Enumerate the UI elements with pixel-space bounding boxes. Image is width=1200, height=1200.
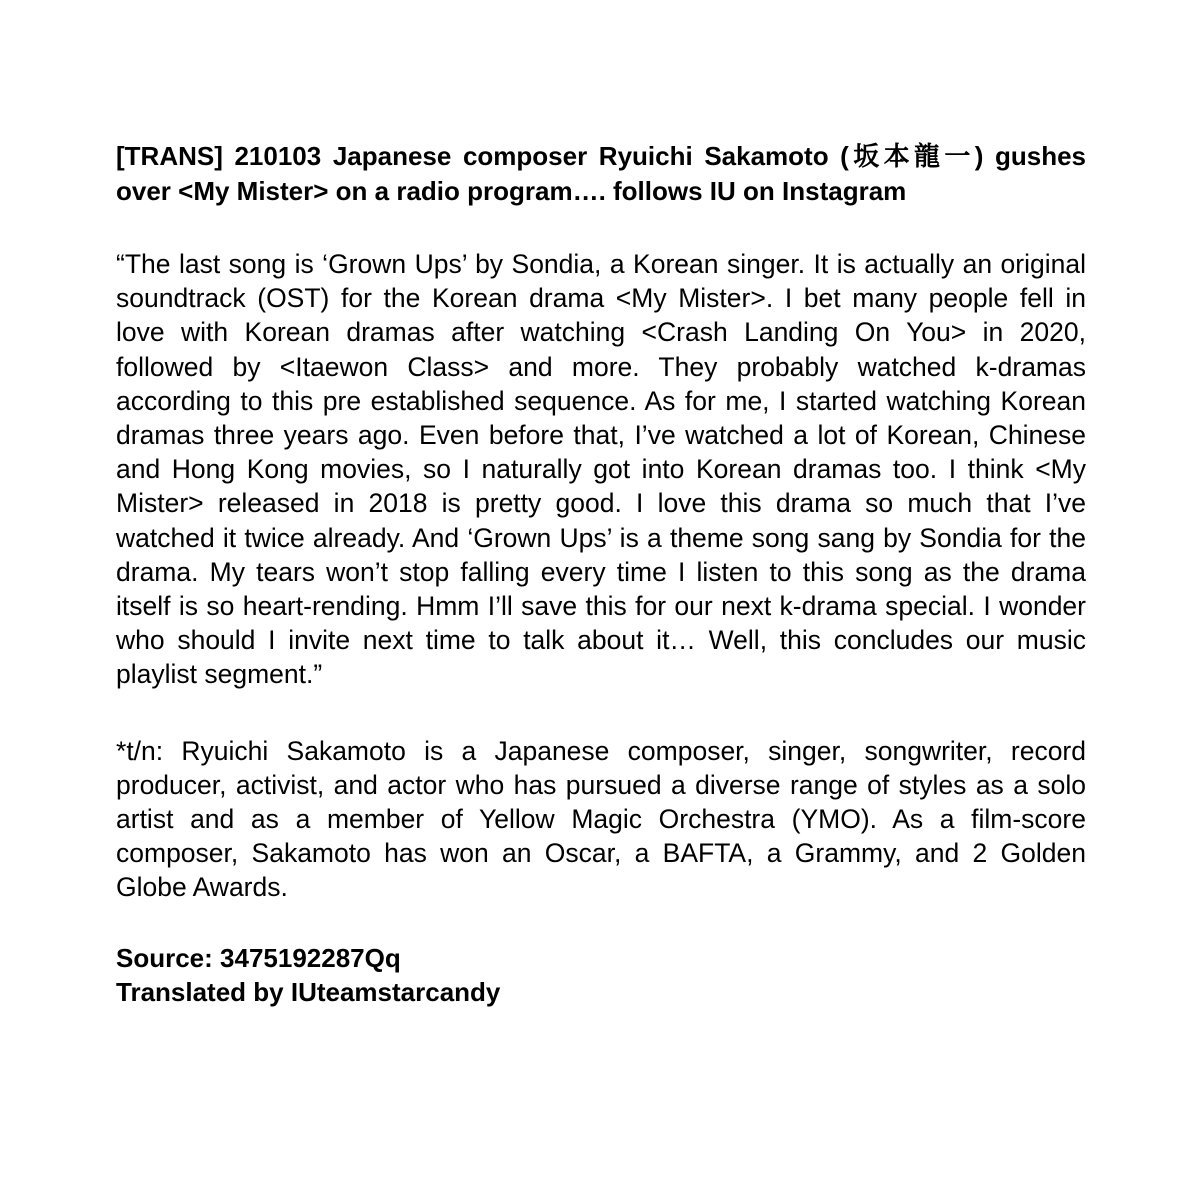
source-line: Source: 3475192287Qq <box>116 942 401 973</box>
credits-block <box>116 941 1086 1009</box>
document <box>116 139 1086 1009</box>
quote-paragraph: “The last song is ‘Grown Ups’ by Sondia, a Korean singer. It is actually an original soundtrack (OST) for the Korean drama <My Mister>. I bet many people fell in love with Korean dramas after watching <Crash Landing On You> in 2020, followed by <Itaewon Class> and more. They probably watched k-dramas according to this pre established sequence. As for me, I started watching Korean dramas three years ago. Even before that, I’ve watched a lot of Korean, Chinese and Hong Kong movies, so I naturally got into Korean dramas too. I think <My Mister> released in 2018 is pretty good. I love this drama so much that I’ve watched it twice already. And ‘Grown Ups’ is a theme song sang by Sondia for the drama. My tears won’t stop falling every time I listen to this song as the drama itself is so heart-rending. Hmm I’ll save this for our next k-drama special. I wonder who should I invite next time to talk about it… Well, this concludes our music playlist segment.” <box>116 249 1086 690</box>
translated-by-line: Translated by IUteamstarcandy <box>116 976 501 1007</box>
translator-note-paragraph: *t/n: Ryuichi Sakamoto is a Japanese composer, singer, songwriter, record producer, activist, and actor who has pursued a diverse range of styles as a solo artist and as a member of Yellow Magic Orchestra (YMO). As a film-score composer, Sakamoto has won an Oscar, a BAFTA, a Grammy, and 2 Golden Globe Awards. <box>116 735 1086 903</box>
document-title: [TRANS] 210103 Japanese composer Ryuichi Sakamoto (坂本龍一) gushes over <My Mister> on a radio program…. follows IU on Instagram <box>116 141 1086 206</box>
